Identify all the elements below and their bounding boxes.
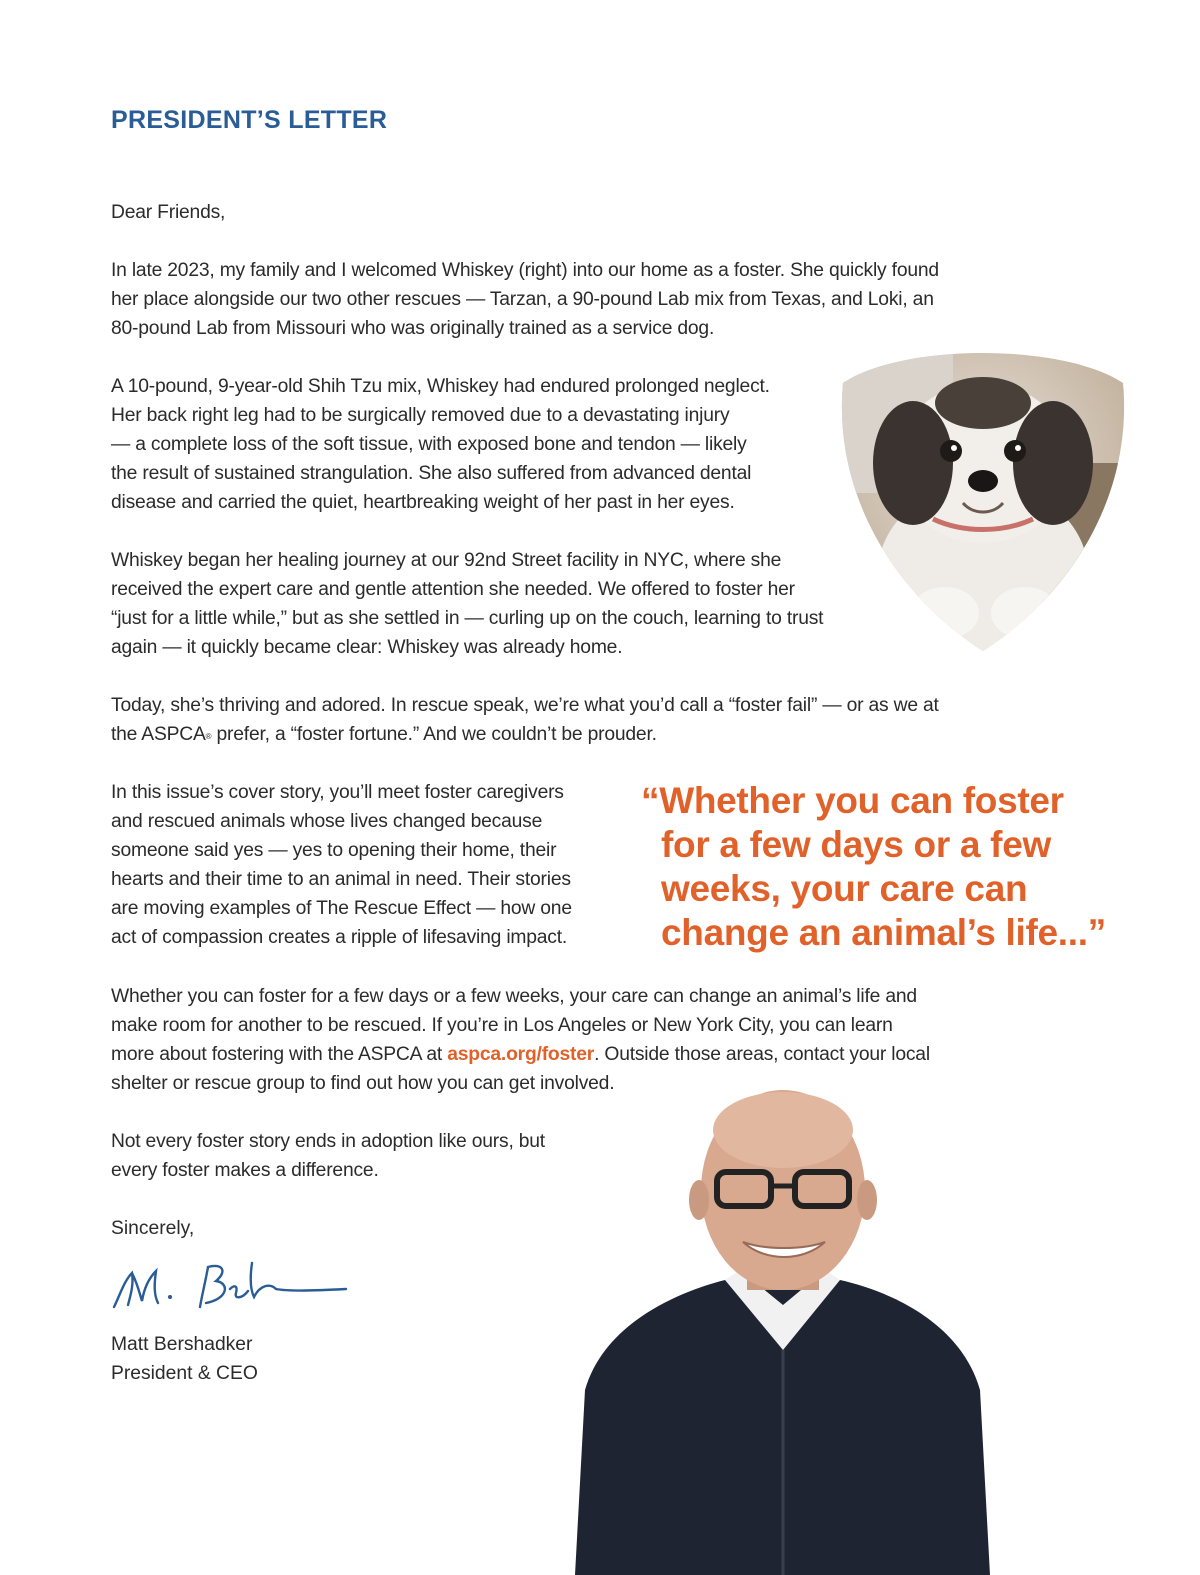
- paragraph-1: [111, 256, 939, 343]
- paragraph-line: disease and carried the quiet, heartbreaking weight of her past in her eyes.: [111, 492, 735, 513]
- paragraph-line: every foster makes a difference.: [111, 1160, 379, 1181]
- paragraph-5: [111, 778, 572, 952]
- paragraph-line: A 10-pound, 9-year-old Shih Tzu mix, Whiskey had endured prolonged neglect.: [111, 376, 770, 397]
- signer-title: President & CEO: [111, 1363, 258, 1384]
- paragraph-line: someone said yes — yes to opening their home, their: [111, 840, 557, 861]
- pull-quote-line: weeks, your care can: [661, 868, 1028, 909]
- pull-quote-line: “Whether you can foster: [641, 780, 1064, 821]
- paragraph-line: In late 2023, my family and I welcomed Whiskey (right) into our home as a foster. She quickly found: [111, 260, 939, 281]
- paragraph-7: [111, 1127, 545, 1185]
- foster-link[interactable]: aspca.org/foster: [447, 1044, 595, 1065]
- paragraph-line: In this issue’s cover story, you’ll meet foster caregivers: [111, 782, 564, 803]
- dog-photo: [833, 343, 1133, 653]
- paragraph-line: again — it quickly became clear: Whiskey was already home.: [111, 637, 623, 658]
- paragraph-line: [111, 720, 939, 749]
- signature-image: [110, 1255, 350, 1317]
- paragraph-line: — a complete loss of the soft tissue, with exposed bone and tendon — likely: [111, 434, 747, 455]
- closing-text: Sincerely,: [111, 1218, 195, 1239]
- paragraph-2: [111, 372, 770, 517]
- paragraph-line-start: more about fostering with the ASPCA at: [111, 1044, 448, 1065]
- paragraph-line: hearts and their time to an animal in need. Their stories: [111, 869, 571, 890]
- greeting-line: Dear Friends,: [111, 202, 226, 223]
- paragraph-line: the result of sustained strangulation. She also suffered from advanced dental: [111, 463, 752, 484]
- page-title: PRESIDENT’S LETTER: [111, 106, 388, 134]
- aspca-text: the ASPCA: [111, 724, 206, 745]
- paragraph-line: [111, 1040, 930, 1069]
- paragraph-line: shelter or rescue group to find out how you can get involved.: [111, 1073, 615, 1094]
- paragraph-6: [111, 982, 930, 1098]
- paragraph-line: and rescued animals whose lives changed because: [111, 811, 543, 832]
- president-portrait: [575, 1090, 990, 1575]
- closing: [111, 1214, 194, 1243]
- pull-quote-line: change an animal’s life...”: [661, 912, 1106, 953]
- paragraph-line: her place alongside our two other rescues — Tarzan, a 90-pound Lab mix from Texas, and Loki, an: [111, 289, 934, 310]
- paragraph-line: Whether you can foster for a few days or a few weeks, your care can change an animal’s life and: [111, 986, 917, 1007]
- paragraph-line: 80-pound Lab from Missouri who was originally trained as a service dog.: [111, 318, 715, 339]
- paragraph-line: act of compassion creates a ripple of lifesaving impact.: [111, 927, 568, 948]
- paragraph-line: make room for another to be rescued. If you’re in Los Angeles or New York City, you can learn: [111, 1015, 893, 1036]
- paragraph-line: received the expert care and gentle attention she needed. We offered to foster her: [111, 579, 795, 600]
- signer-block: [111, 1330, 258, 1388]
- paragraph-line-rest: prefer, a “foster fortune.” And we couldn’t be prouder.: [211, 724, 657, 745]
- paragraph-line: Today, she’s thriving and adored. In rescue speak, we’re what you’d call a “foster fail” — or as we at: [111, 695, 939, 716]
- pull-quote-line: for a few days or a few: [661, 824, 1051, 865]
- greeting: [111, 198, 225, 227]
- paragraph-3: [111, 546, 823, 662]
- paragraph-line: Her back right leg had to be surgically removed due to a devastating injury: [111, 405, 730, 426]
- paragraph-line: Not every foster story ends in adoption like ours, but: [111, 1131, 545, 1152]
- pull-quote: [641, 779, 1106, 955]
- registered-mark: ®: [205, 732, 212, 741]
- paragraph-line: Whiskey began her healing journey at our 92nd Street facility in NYC, where she: [111, 550, 782, 571]
- paragraph-line-rest: . Outside those areas, contact your local: [594, 1044, 930, 1065]
- paragraph-line: “just for a little while,” but as she settled in — curling up on the couch, learning to trust: [111, 608, 824, 629]
- paragraph-line: are moving examples of The Rescue Effect — how one: [111, 898, 572, 919]
- paragraph-4: [111, 691, 939, 749]
- signer-name: Matt Bershadker: [111, 1334, 253, 1355]
